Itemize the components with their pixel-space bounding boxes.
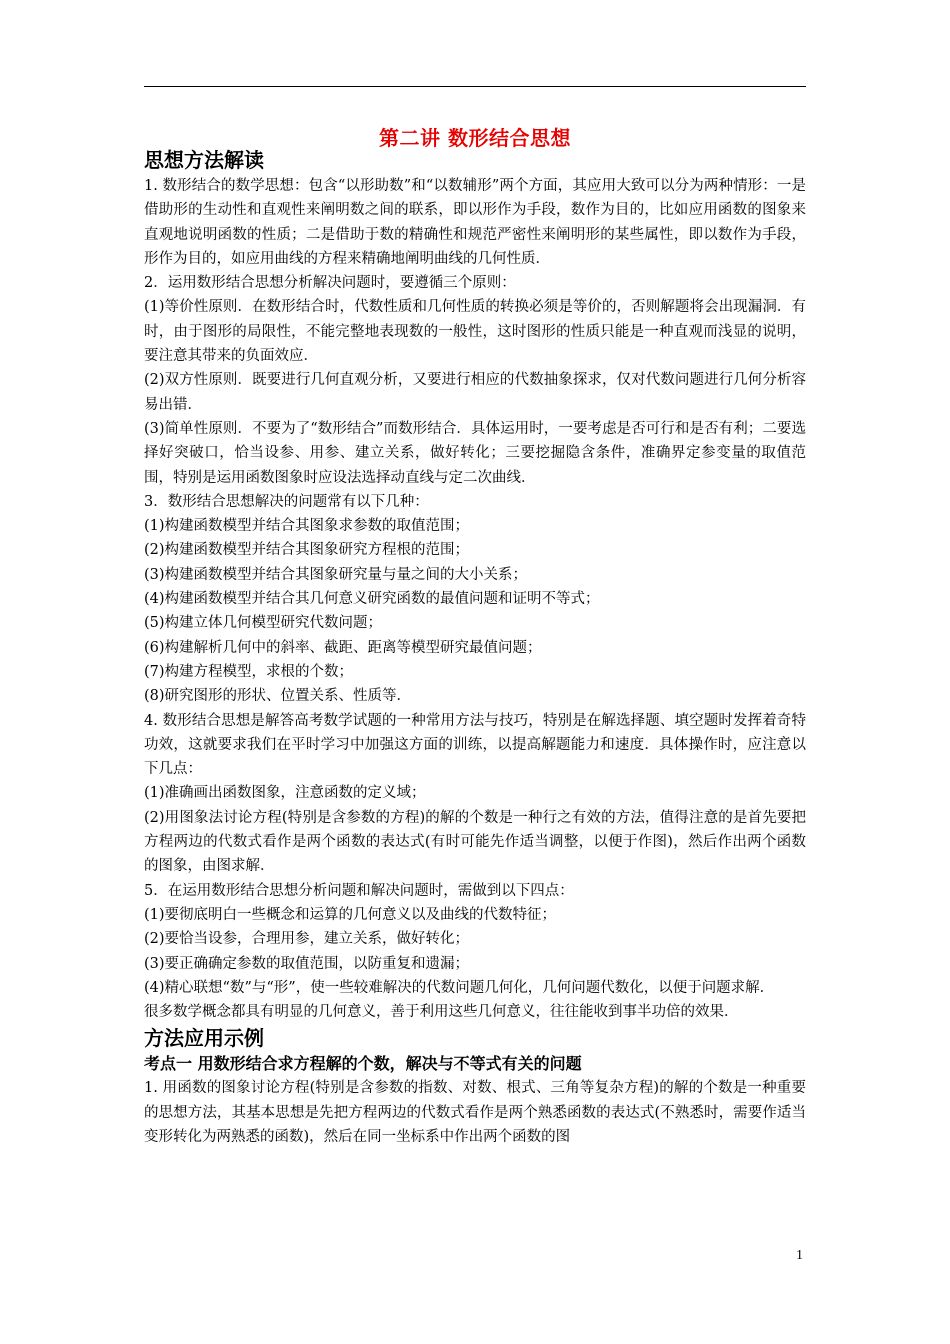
paragraph: 1. 数形结合的数学思想：包含“以形助数”和“以数辅形”两个方面，其应用大致可以分为两种情形：一是借助形的生动性和直观性来阐明数之间的联系，即以形作为手段，数作为目的，比如应用函数的图象来直观地说明函数的性质；二是借助于数的精确性和规范严密性来阐明形的某些属性，即以数作为手段，形作为目的，如应用曲线的方程来精确地阐明曲线的几何性质． <box>144 178 806 267</box>
paragraph: 3．数形结合思想解决的问题常有以下几种： <box>144 493 429 510</box>
paragraph: (5)构建立体几何模型研究代数问题； <box>144 615 383 632</box>
content-body <box>144 146 806 1149</box>
section-heading-method-interpretation: 思想方法解读 <box>144 148 264 172</box>
paragraph: 4. 数形结合思想是解答高考数学试题的一种常用方法与技巧，特别是在解选择题、填空题时发挥着奇特功效，这就要求我们在平时学习中加强这方面的训练，以提高解题能力和速度．具体操作时，应注意以下几点： <box>144 712 806 778</box>
paragraph: (3)简单性原则．不要为了“数形结合”而数形结合．具体运用时，一要考虑是否可行和是否有利；二要选择好突破口，恰当设参、用参、建立关系，做好转化；三要挖掘隐含条件，准确界定参变量的取值范围，特别是运用函数图象时应设法选择动直线与定二次曲线． <box>144 420 806 486</box>
paragraph: (7)构建方程模型，求根的个数； <box>144 663 354 680</box>
section-heading-method-application: 方法应用示例 <box>144 1026 264 1051</box>
header-rule <box>144 86 806 87</box>
paragraph: (1)要彻底明白一些概念和运算的几何意义以及曲线的代数特征； <box>144 906 557 923</box>
paragraph: 2．运用数形结合思想分析解决问题时，要遵循三个原则： <box>144 275 516 292</box>
section1-paragraphs <box>144 174 806 1024</box>
paragraph: 很多数学概念都具有明显的几何意义，善于利用这些几何意义，往往能收到事半功倍的效果． <box>144 1004 739 1021</box>
paragraph: (6)构建解析几何中的斜率、截距、距离等模型研究最值问题； <box>144 639 542 656</box>
paragraph: (8)研究图形的形状、位置关系、性质等． <box>144 688 412 705</box>
paragraph: (4)精心联想“数”与“形”，使一些较难解决的代数问题几何化，几何问题代数化，以便于问题求解． <box>144 979 775 996</box>
paragraph: (3)要正确确定参数的取值范围，以防重复和遗漏； <box>144 955 470 972</box>
paragraph: 1. 用函数的图象讨论方程(特别是含参数的指数、对数、根式、三角等复杂方程)的解的个数是一种重要的思想方法，其基本思想是先把方程两边的代数式看作是两个熟悉函数的表达式(不熟悉时，需要作适当变形转化为两熟悉的函数)，然后在同一坐标系中作出两个函数的图 <box>144 1080 806 1145</box>
page-number: 1 <box>796 1248 803 1263</box>
paragraph: (2)构建函数模型并结合其图象研究方程根的范围； <box>144 542 470 559</box>
paragraph: (2)双方性原则．既要进行几何直观分析，又要进行相应的代数抽象探求，仅对代数问题进行几何分析容易出错． <box>144 372 806 413</box>
topic-heading: 考点一 用数形结合求方程解的个数，解决与不等式有关的问题 <box>144 1054 582 1074</box>
paragraph: 5．在运用数形结合思想分析问题和解决问题时，需做到以下四点： <box>144 882 574 899</box>
paragraph: (3)构建函数模型并结合其图象研究量与量之间的大小关系； <box>144 566 528 583</box>
paragraph: (2)要恰当设参，合理用参，建立关系，做好转化； <box>144 931 470 948</box>
paragraph: (1)准确画出函数图象，注意函数的定义域； <box>144 785 426 802</box>
section2-paragraphs <box>144 1076 806 1149</box>
paragraph: (2)用图象法讨论方程(特别是含参数的方程)的解的个数是一种行之有效的方法，值得注意的是首先要把方程两边的代数式看作是两个函数的表达式(有时可能先作适当调整，以便于作图)，然后作出两个函数的图象，由图求解． <box>144 809 806 875</box>
paragraph: (4)构建函数模型并结合其几何意义研究函数的最值问题和证明不等式； <box>144 591 600 608</box>
paragraph: (1)等价性原则．在数形结合时，代数性质和几何性质的转换必须是等价的，否则解题将会出现漏洞．有时，由于图形的局限性，不能完整地表现数的一般性，这时图形的性质只能是一种直观而浅显的说明，要注意其带来的负面效应． <box>144 299 806 365</box>
page-title: 第二讲 数形结合思想 <box>379 126 571 150</box>
paragraph: (1)构建函数模型并结合其图象求参数的取值范围； <box>144 518 470 535</box>
